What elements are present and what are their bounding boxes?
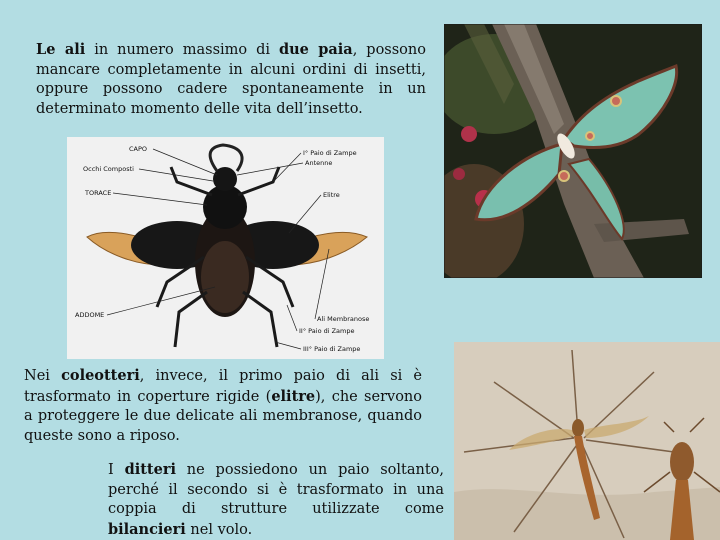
label-addome: ADDOME — [75, 311, 105, 319]
halteres-term: bilancieri — [108, 520, 186, 538]
text-span: Nei — [24, 368, 62, 384]
label-second-legs: II° Paio di Zampe — [299, 327, 355, 335]
coleoptera-term: coleotteri — [61, 367, 140, 384]
label-occhi-composti: Occhi Composti — [83, 165, 134, 173]
wings-paragraph — [36, 40, 426, 119]
label-antenne: Antenne — [305, 159, 333, 167]
text-span: , invece, il primo paio di ali si è trasformato in coperture rigide ( — [24, 368, 422, 405]
label-torace: TORACE — [85, 189, 112, 197]
label-capo: CAPO — [129, 145, 148, 153]
label-first-legs: I° Paio di Zampe — [303, 149, 357, 157]
diptera-term: ditteri — [124, 461, 176, 478]
label-ali-membranose: Ali Membranose — [317, 315, 370, 323]
moth-photo — [444, 24, 702, 278]
text-span: ), che servono a proteggere le due delicate ali membranose, quando queste sono a riposo. — [24, 388, 422, 444]
cranefly-photo — [454, 342, 720, 540]
wings-term: Le ali — [36, 41, 86, 58]
label-elitre: Elitre — [323, 191, 340, 199]
label-third-legs: III° Paio di Zampe — [303, 345, 361, 353]
text-span: I — [108, 462, 125, 478]
text-span: nel volo. — [185, 521, 253, 538]
coleoptera-paragraph — [24, 366, 422, 446]
elytra-term: elitre — [271, 387, 316, 405]
text-span: ne possiedono un paio soltanto, perché il secondo si è trasformato in una coppia di strutture utilizzate come — [108, 462, 444, 517]
two-pairs-term: due paia — [278, 41, 353, 58]
diptera-paragraph — [108, 460, 444, 540]
text-span: , possono mancare completamente in alcuni ordini di insetti, oppure possono cadere spontaneamente in un determinato momento delle vita dell’insetto. — [36, 42, 426, 117]
beetle-diagram — [67, 137, 384, 359]
text-span: in numero massimo di — [85, 42, 279, 58]
